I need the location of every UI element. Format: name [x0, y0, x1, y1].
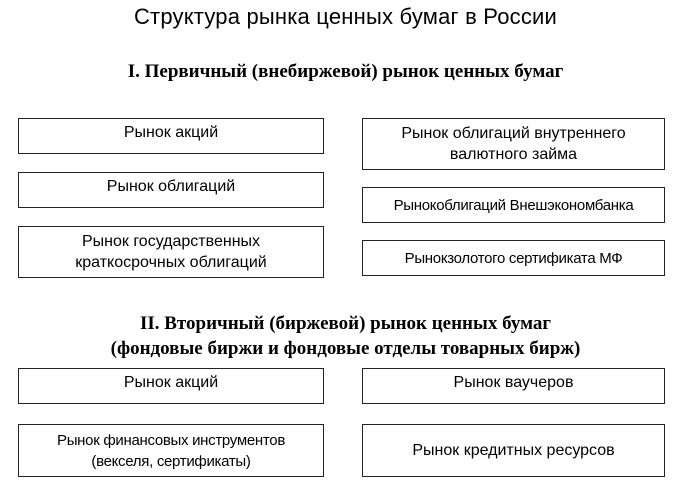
box-label: Рынок облигаций внутреннего валютного займа [401, 125, 626, 163]
primary-box-bonds [18, 172, 324, 208]
box-label: Рынок акций [123, 374, 219, 391]
box-label: Рынок ваучеров [453, 374, 574, 391]
primary-box-stocks [18, 118, 324, 154]
primary-box-ovvz [362, 118, 665, 170]
secondary-box-vouchers [362, 368, 665, 404]
primary-box-gold-certificate [362, 240, 665, 276]
secondary-box-financial-instruments [18, 424, 324, 477]
diagram-title: Структура рынка ценных бумаг в России [133, 4, 558, 29]
primary-market-heading: I. Первичный (внебиржевой) рынок ценных бумаг [127, 61, 564, 82]
box-label: Рынок государственных краткосрочных облигаций [75, 233, 267, 271]
box-label: Рынокзолотого сертификата МФ [404, 249, 623, 267]
secondary-market-subheading: (фондовые биржи и фондовые отделы товарных бирж) [110, 338, 581, 359]
box-label: Рынок акций [123, 124, 219, 141]
secondary-box-stocks [18, 368, 324, 404]
secondary-box-credit-resources [362, 424, 665, 477]
secondary-market-heading: II. Вторичный (биржевой) рынок ценных бумаг [139, 313, 552, 334]
box-label: Рынок финансовых инструментов (векселя, сертификаты) [57, 431, 285, 470]
box-label: Рынок кредитных ресурсов [412, 442, 615, 459]
box-label: Рынокоблигаций Внешэкономбанка [393, 196, 634, 214]
primary-box-gko [18, 226, 324, 278]
box-label: Рынок облигаций [106, 178, 236, 195]
primary-box-veb-bonds [362, 187, 665, 223]
